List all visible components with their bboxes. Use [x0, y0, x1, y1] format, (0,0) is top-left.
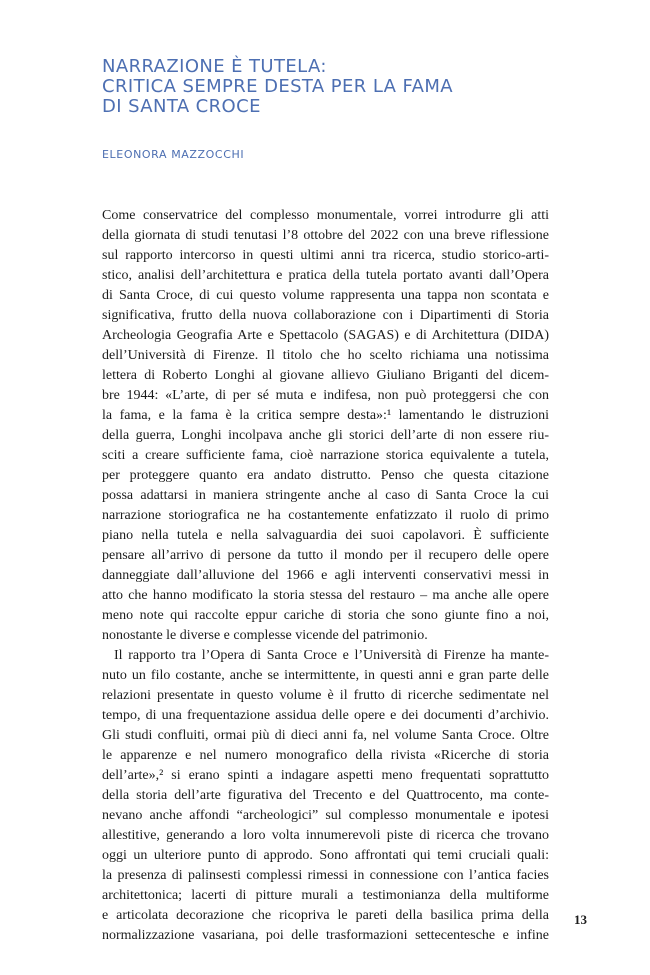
text-line: della giornata di studi tenutasi l’8 ottobre del 2022 con una breve riflessione — [102, 228, 549, 243]
text-line: Come conservatrice del complesso monumentale, vorrei introdurre gli atti — [102, 208, 549, 223]
text-line: la fama, e la fama è la critica sempre desta»:¹ lamentando le distruzioni — [102, 408, 549, 423]
text-line: possa adattarsi in maniera stringente anche al caso di Santa Croce la cui — [102, 488, 549, 503]
text-line: di Santa Croce, di cui questo volume rappresenta una tappa non scontata e — [102, 288, 549, 303]
text-line: nonostante le diverse e complesse vicende del patrimonio. — [102, 628, 428, 643]
text-line: sciti a creare sufficiente fama, cioè narrazione storica equivalente a tutela, — [102, 448, 549, 463]
text-line: lettera di Roberto Longhi al giovane allievo Giuliano Briganti del dicem- — [102, 368, 549, 383]
text-line: allestitive, generando a loro volta innumerevoli piste di ricerca che trovano — [102, 828, 549, 843]
text-line: per proteggere quanto era andato distrutto. Penso che questa citazione — [102, 468, 549, 483]
text-line: atto che hanno modificato la storia stessa del restauro – ma anche alle opere — [102, 588, 549, 603]
text-line: dell’Università di Firenze. Il titolo che ho scelto richiama una notissima — [102, 348, 549, 363]
chapter-title-line: NARRAZIONE È TUTELA: — [102, 56, 327, 77]
chapter-title-line: CRITICA SEMPRE DESTA PER LA FAMA — [102, 76, 453, 97]
text-line: normalizzazione vasariana, poi delle trasformazioni settecentesche e infine — [102, 928, 549, 943]
body-text — [102, 206, 549, 946]
chapter-title — [102, 57, 582, 117]
text-line: relazioni presentate in questo volume è il frutto di ricerche sedimentate nel — [102, 688, 549, 703]
text-line: sul rapporto intercorso in questi ultimi anni tra ricerca, studio storico-arti- — [102, 248, 549, 263]
chapter-title-line: DI SANTA CROCE — [102, 96, 261, 117]
text-line: la presenza di palinsesti complessi rimessi in connessione con l’antica facies — [102, 868, 549, 883]
text-line: architettonica; lacerti di pitture murali a testimonianza della multiforme — [102, 888, 549, 903]
text-line: Gli studi confluiti, ormai più di dieci anni fa, nel volume Santa Croce. Oltre — [102, 728, 549, 743]
text-line: le apparenze e nel numero monografico della rivista «Ricerche di storia — [102, 748, 549, 763]
text-line: della guerra, Longhi incolpava anche gli storici dell’arte di non essere riu- — [102, 428, 549, 443]
text-line: e articolata decorazione che ricopriva le pareti della basilica prima della — [102, 908, 549, 923]
page-number: 13 — [574, 912, 587, 927]
text-line: pensare all’arrivo di persone da tutto il mondo per il recupero delle opere — [102, 548, 549, 563]
text-line: dell’arte»,² si erano spinti a indagare aspetti meno frequentati soprattutto — [102, 768, 549, 783]
text-line: Archeologia Geografia Arte e Spettacolo (SAGAS) e di Architettura (DIDA) — [102, 328, 549, 343]
author-name: ELEONORA MAZZOCCHI — [102, 148, 245, 161]
text-line: oggi un ulteriore punto di approdo. Sono affrontati qui temi cruciali quali: — [102, 848, 549, 863]
text-line: piano nella tutela e nella salvaguardia dei suoi capolavori. È sufficiente — [102, 528, 549, 543]
text-line: bre 1944: «L’arte, di per sé muta e indifesa, non può proteggersi che con — [102, 388, 549, 403]
text-line: nevano anche affondi “archeologici” sul complesso monumentale e ipotesi — [102, 808, 549, 823]
text-line: Il rapporto tra l’Opera di Santa Croce e l’Università di Firenze ha mante- — [114, 648, 549, 663]
text-line: narrazione storiografica ne ha costantemente enfatizzato il ruolo di primo — [102, 508, 549, 523]
text-line: significativa, frutto della nuova collaborazione con i Dipartimenti di Storia — [102, 308, 549, 323]
text-line: nuto un filo costante, anche se intermittente, in questi anni e gran parte delle — [102, 668, 549, 683]
text-line: tempo, di una frequentazione assidua delle opere e dei documenti d’archivio. — [102, 708, 549, 723]
text-line: della storia dell’arte figurativa del Trecento e del Quattrocento, ma conte- — [102, 788, 549, 803]
text-line: stico, analisi dell’architettura e pratica della tutela portato avanti dall’Opera — [102, 268, 549, 283]
text-line: danneggiate dall’alluvione del 1966 e agli interventi conservativi messi in — [102, 568, 549, 583]
text-line: meno note qui raccolte eppur cariche di storia che sono giunte fino a noi, — [102, 608, 549, 623]
